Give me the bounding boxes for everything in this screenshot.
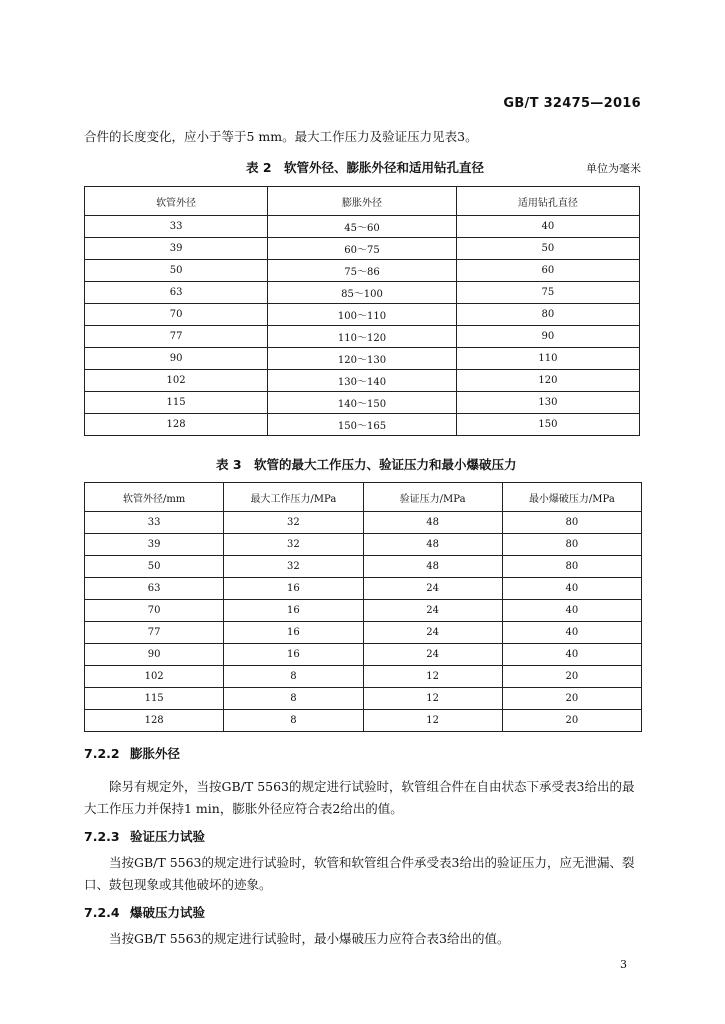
- table-cell: 33: [85, 512, 224, 534]
- table-row: [85, 282, 640, 304]
- table-cell: 39: [85, 238, 268, 260]
- section-body: 当按GB/T 5563的规定进行试验时，最小爆破压力应符合表3给出的值。: [109, 931, 510, 946]
- table-row: [85, 260, 640, 282]
- table-row: [85, 348, 640, 370]
- table-cell: 80: [502, 556, 641, 578]
- table-cell: 45～60: [268, 216, 457, 238]
- table-cell: 16: [224, 578, 363, 600]
- table-cell: 77: [85, 622, 224, 644]
- table-cell: 12: [363, 666, 502, 688]
- table-cell: 128: [85, 710, 224, 732]
- table-row: [85, 392, 640, 414]
- table-cell: 90: [85, 644, 224, 666]
- table-cell: 24: [363, 600, 502, 622]
- table-cell: 32: [224, 512, 363, 534]
- table-row: [85, 304, 640, 326]
- table-cell: 63: [85, 578, 224, 600]
- section-title: 验证压力试验: [130, 829, 206, 844]
- table-cell: 12: [363, 710, 502, 732]
- table-row: [85, 556, 642, 578]
- table-cell: 8: [224, 688, 363, 710]
- table-cell: 50: [85, 556, 224, 578]
- table2-header-cell: 膨胀外径: [268, 187, 457, 216]
- table-row: [85, 578, 642, 600]
- table-cell: 24: [363, 622, 502, 644]
- table-cell: 12: [363, 688, 502, 710]
- table2-header-row: [85, 187, 640, 216]
- table-cell: 40: [502, 578, 641, 600]
- table3-header-cell: 最小爆破压力/MPa: [502, 483, 641, 512]
- table2: [84, 186, 640, 436]
- table-cell: 85～100: [268, 282, 457, 304]
- table-cell: 50: [456, 238, 639, 260]
- standard-code: GB/T 32475—2016: [503, 96, 641, 111]
- section-number: 7.2.3: [84, 829, 120, 844]
- table-cell: 8: [224, 710, 363, 732]
- section-heading: [84, 903, 205, 921]
- table-row: [85, 512, 642, 534]
- table-row: [85, 688, 642, 710]
- table-row: [85, 666, 642, 688]
- table-cell: 48: [363, 534, 502, 556]
- table2-unit: 单位为毫米: [586, 162, 641, 175]
- table-cell: 80: [456, 304, 639, 326]
- table3-body: [85, 512, 642, 732]
- section-heading: [84, 744, 180, 762]
- section-heading: [84, 827, 205, 845]
- section-title: 膨胀外径: [130, 746, 181, 761]
- table-row: [85, 600, 642, 622]
- table-row: [85, 216, 640, 238]
- table-cell: 128: [85, 414, 268, 436]
- table-row: [85, 710, 642, 732]
- table-row: [85, 370, 640, 392]
- table-cell: 120～130: [268, 348, 457, 370]
- table3-header-row: [85, 483, 642, 512]
- table-cell: 70: [85, 600, 224, 622]
- page-number: 3: [620, 958, 627, 971]
- table-cell: 48: [363, 556, 502, 578]
- table3-caption: 表 3 软管的最大工作压力、验证压力和最小爆破压力: [216, 457, 517, 472]
- table-cell: 70: [85, 304, 268, 326]
- table-cell: 20: [502, 710, 641, 732]
- table-cell: 20: [502, 666, 641, 688]
- table-cell: 16: [224, 644, 363, 666]
- table-cell: 80: [502, 534, 641, 556]
- table-cell: 24: [363, 578, 502, 600]
- table-cell: 32: [224, 556, 363, 578]
- table-cell: 100～110: [268, 304, 457, 326]
- table2-header-cell: 适用钻孔直径: [456, 187, 639, 216]
- table3-header-cell: 最大工作压力/MPa: [224, 483, 363, 512]
- table-cell: 16: [224, 600, 363, 622]
- table-cell: 80: [502, 512, 641, 534]
- table-cell: 130～140: [268, 370, 457, 392]
- table-cell: 60～75: [268, 238, 457, 260]
- table-cell: 63: [85, 282, 268, 304]
- table-cell: 50: [85, 260, 268, 282]
- section-body: 当按GB/T 5563的规定进行试验时，软管和软管组合件承受表3给出的验证压力，应无泄漏、裂口、鼓包现象或其他破坏的迹象。: [84, 855, 635, 892]
- table-cell: 40: [456, 216, 639, 238]
- table3: [84, 482, 642, 732]
- table-cell: 120: [456, 370, 639, 392]
- table-cell: 60: [456, 260, 639, 282]
- intro-paragraph: 合件的长度变化，应小于等于5 mm。最大工作压力及验证压力见表3。: [84, 129, 478, 144]
- table-cell: 75～86: [268, 260, 457, 282]
- table-cell: 40: [502, 600, 641, 622]
- table-cell: 110～120: [268, 326, 457, 348]
- table-cell: 115: [85, 688, 224, 710]
- table3-header-cell: 软管外径/mm: [85, 483, 224, 512]
- table-cell: 110: [456, 348, 639, 370]
- table-cell: 40: [502, 622, 641, 644]
- table-cell: 24: [363, 644, 502, 666]
- table2-header-cell: 软管外径: [85, 187, 268, 216]
- table-cell: 33: [85, 216, 268, 238]
- section-body: 除另有规定外，当按GB/T 5563的规定进行试验时，软管组合件在自由状态下承受表3给出的最大工作压力并保持1 min，膨胀外径应符合表2给出的值。: [84, 779, 635, 816]
- table-cell: 102: [85, 666, 224, 688]
- table-cell: 150～165: [268, 414, 457, 436]
- table2-caption: 表 2 软管外径、膨胀外径和适用钻孔直径: [246, 160, 485, 175]
- table2-body: [85, 216, 640, 436]
- table-cell: 150: [456, 414, 639, 436]
- table-cell: 8: [224, 666, 363, 688]
- table-cell: 39: [85, 534, 224, 556]
- table-cell: 90: [85, 348, 268, 370]
- table-cell: 102: [85, 370, 268, 392]
- table-cell: 32: [224, 534, 363, 556]
- table-cell: 16: [224, 622, 363, 644]
- table-row: [85, 644, 642, 666]
- table-cell: 75: [456, 282, 639, 304]
- table-row: [85, 326, 640, 348]
- table-cell: 77: [85, 326, 268, 348]
- table-row: [85, 414, 640, 436]
- table-cell: 20: [502, 688, 641, 710]
- table-cell: 130: [456, 392, 639, 414]
- table-cell: 140～150: [268, 392, 457, 414]
- section-number: 7.2.2: [84, 746, 120, 761]
- table-cell: 48: [363, 512, 502, 534]
- table-cell: 40: [502, 644, 641, 666]
- table-row: [85, 238, 640, 260]
- table-row: [85, 534, 642, 556]
- table-cell: 90: [456, 326, 639, 348]
- table3-header-cell: 验证压力/MPa: [363, 483, 502, 512]
- section-number: 7.2.4: [84, 905, 120, 920]
- table-row: [85, 622, 642, 644]
- section-title: 爆破压力试验: [130, 905, 206, 920]
- table-cell: 115: [85, 392, 268, 414]
